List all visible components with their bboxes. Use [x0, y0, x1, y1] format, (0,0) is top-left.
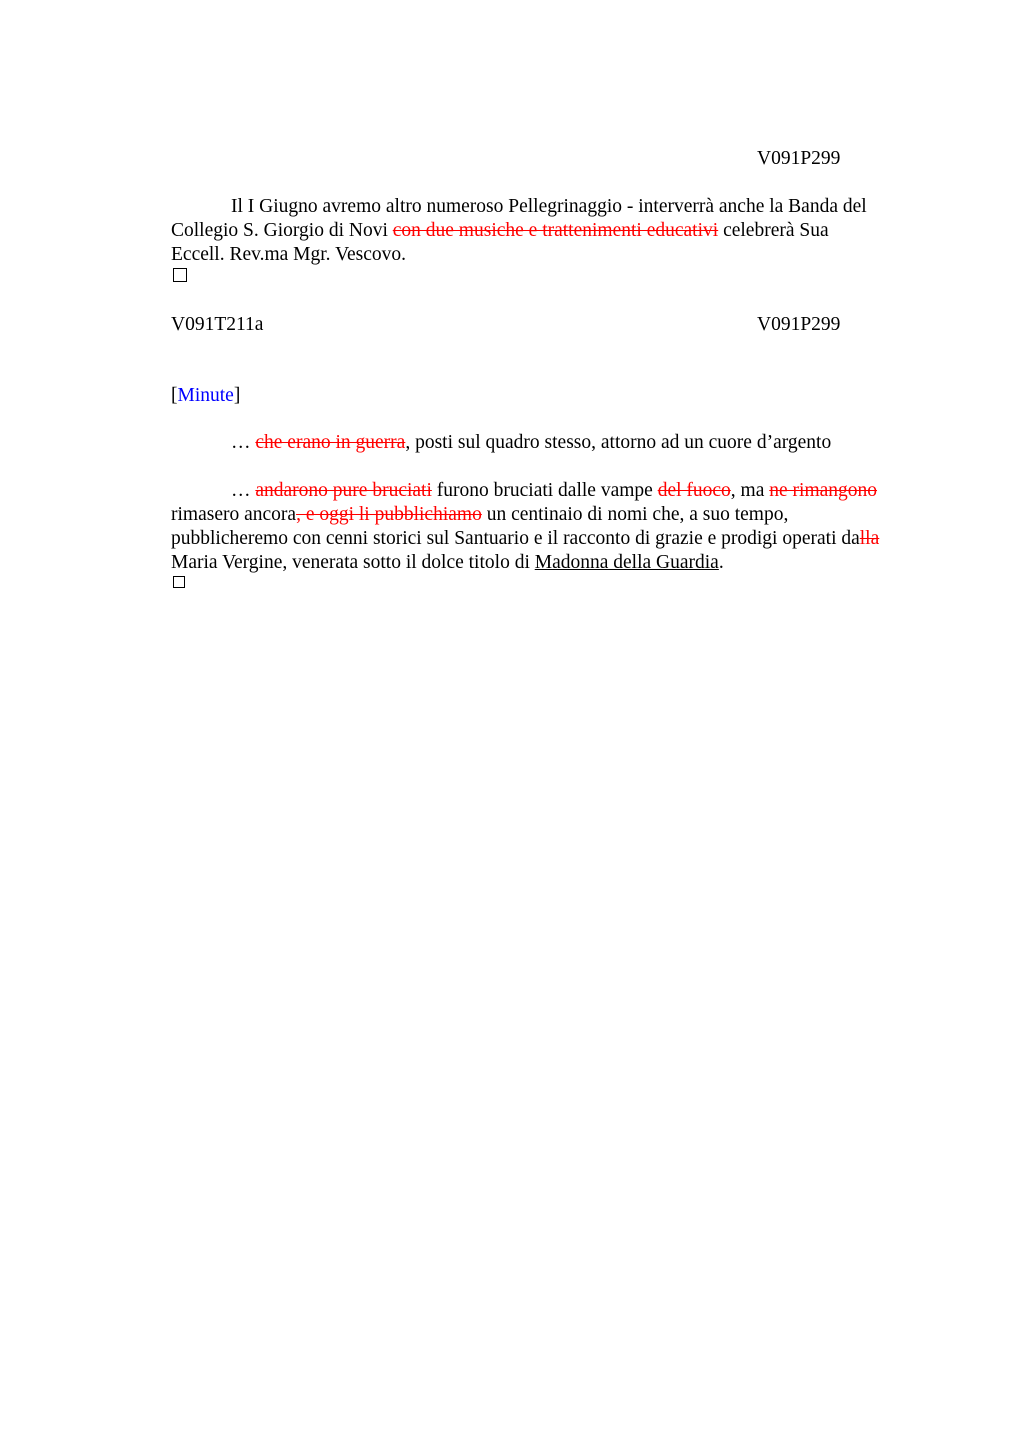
- text-run: Il I Giugno avremo altro numeroso Pellegrinaggio - interverrà anche la Banda del: [231, 196, 867, 217]
- paragraph-line: [171, 195, 931, 219]
- deleted-text: , e oggi li pubblichiamo: [296, 504, 482, 525]
- paragraph-line: [171, 243, 931, 267]
- text-run: Eccell. Rev.ma Mgr. Vescovo.: [171, 244, 407, 265]
- body-paragraph: [171, 195, 931, 267]
- deleted-text: lla: [859, 528, 880, 549]
- paragraph-line: [171, 219, 931, 243]
- paragraph-line: [171, 503, 931, 527]
- text-run: Collegio S. Giorgio di Novi: [171, 220, 393, 241]
- deleted-text: che erano in guerra: [255, 432, 406, 453]
- page-reference-code: V091P299: [757, 314, 841, 335]
- page-reference-code: V091P299: [757, 148, 841, 169]
- text-run: , ma: [730, 480, 770, 501]
- text-run: Maria Vergine, venerata sotto il dolce titolo di: [171, 552, 535, 573]
- paragraph-line: [171, 527, 931, 551]
- text-run: un centinaio di nomi che, a suo tempo,: [481, 504, 789, 525]
- section-label-text: Minute: [177, 385, 234, 406]
- text-run: …: [231, 480, 256, 501]
- text-run: furono bruciati dalle vampe: [431, 480, 658, 501]
- bracket-open: [: [171, 385, 178, 406]
- deleted-text: andarono pure bruciati: [255, 480, 432, 501]
- end-marker-box: [173, 268, 187, 282]
- bracket-close: ]: [233, 385, 241, 406]
- text-run: .: [718, 552, 724, 573]
- text-run: rimasero ancora: [171, 504, 297, 525]
- text-run: …: [231, 432, 256, 453]
- deleted-text: del fuoco: [657, 480, 731, 501]
- text-run: celebrerà Sua: [718, 220, 829, 241]
- end-marker-box: [173, 576, 185, 588]
- minute-paragraph: [171, 479, 931, 575]
- paragraph-line: [171, 431, 931, 455]
- underlined-title: Madonna della Guardia: [534, 552, 719, 573]
- minute-paragraph: [171, 431, 931, 455]
- paragraph-line: [171, 479, 931, 503]
- deleted-text: ne rimangono: [769, 480, 878, 501]
- section-label: [171, 386, 240, 406]
- text-run: pubblicheremo con cenni storici sul Santuario e il racconto di grazie e prodigi operati da: [171, 528, 860, 549]
- paragraph-line: [171, 551, 931, 575]
- deleted-text: con due musiche e trattenimenti educativi: [392, 220, 719, 241]
- transcription-code: V091T211a: [171, 314, 264, 335]
- text-run: , posti sul quadro stesso, attorno ad un cuore d’argento: [405, 432, 832, 453]
